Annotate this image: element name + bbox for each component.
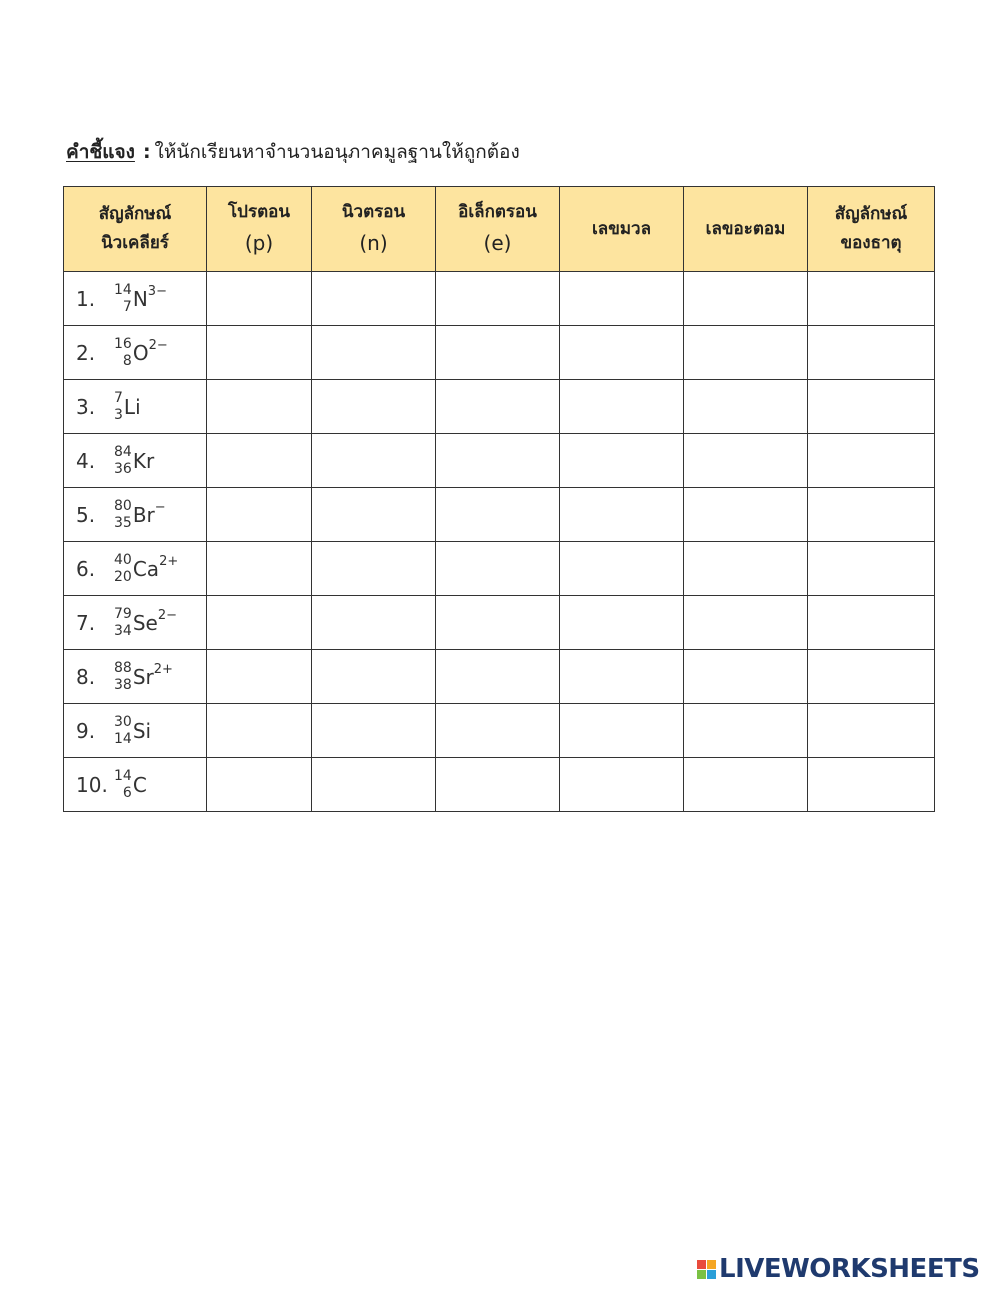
answer-cell[interactable] [312, 380, 436, 434]
answer-cell[interactable] [436, 542, 560, 596]
isotope-notation [114, 444, 154, 478]
table-row [64, 326, 935, 380]
isotope-numbers [114, 390, 123, 424]
mass-number: 16 [114, 335, 132, 352]
atomic-number: 6 [122, 784, 132, 801]
header-cell [560, 187, 684, 272]
mass-number: 84 [114, 443, 132, 460]
element-symbol: Se [132, 610, 158, 635]
answer-cell[interactable] [312, 596, 436, 650]
element-symbol: Sr [132, 664, 154, 689]
atomic-number: 8 [122, 352, 132, 369]
ion-charge: 2+ [159, 553, 179, 569]
row-number: 4. [76, 448, 96, 473]
answer-cell[interactable] [560, 488, 684, 542]
element-symbol: O [132, 340, 149, 365]
mass-number: 14 [114, 281, 132, 298]
answer-cell[interactable] [312, 758, 436, 812]
header-cell [312, 187, 436, 272]
answer-cell[interactable] [312, 434, 436, 488]
row-number: 1. [76, 286, 96, 311]
answer-cell[interactable] [684, 326, 808, 380]
logo-square [697, 1260, 706, 1269]
header-line1: โปรตอน [228, 201, 290, 222]
isotope-numbers [114, 768, 132, 802]
answer-cell[interactable] [560, 326, 684, 380]
answer-cell[interactable] [684, 704, 808, 758]
nuclear-symbol-cell [64, 758, 207, 812]
answer-cell[interactable] [312, 542, 436, 596]
ion-charge: 3− [147, 283, 167, 299]
answer-cell[interactable] [560, 650, 684, 704]
header-cell [808, 187, 935, 272]
instruction-label: คำชี้แจง [66, 141, 135, 163]
logo-square [697, 1270, 706, 1279]
nuclear-symbol [64, 542, 206, 595]
answer-cell[interactable] [207, 272, 312, 326]
logo-squares-icon [697, 1260, 716, 1279]
element-symbol: C [132, 772, 147, 797]
header-line2: (p) [244, 231, 274, 256]
answer-cell[interactable] [560, 434, 684, 488]
mass-number: 79 [114, 605, 132, 622]
row-number: 5. [76, 502, 96, 527]
mass-number: 80 [114, 497, 132, 514]
atomic-number: 36 [114, 460, 132, 477]
table-row [64, 488, 935, 542]
answer-cell[interactable] [312, 704, 436, 758]
worksheet-table [63, 186, 935, 812]
isotope-numbers [114, 552, 132, 586]
ion-charge: − [154, 499, 166, 515]
element-symbol: N [132, 286, 148, 311]
row-number: 3. [76, 394, 96, 419]
answer-cell[interactable] [207, 596, 312, 650]
element-symbol: Br [132, 502, 155, 527]
logo-square [707, 1260, 716, 1269]
isotope-notation [114, 336, 168, 370]
mass-number: 30 [114, 713, 132, 730]
header-line1: นิวตรอน [341, 201, 406, 222]
isotope-numbers [114, 336, 132, 370]
isotope-notation [114, 552, 178, 586]
answer-cell[interactable] [808, 488, 935, 542]
mass-number: 88 [114, 659, 132, 676]
answer-cell[interactable] [207, 488, 312, 542]
answer-cell[interactable] [684, 380, 808, 434]
answer-cell[interactable] [808, 704, 935, 758]
nuclear-symbol [64, 434, 206, 487]
mass-number: 40 [114, 551, 132, 568]
isotope-numbers [114, 660, 132, 694]
row-number: 10. [76, 772, 108, 797]
isotope-notation [114, 768, 147, 802]
answer-cell[interactable] [684, 272, 808, 326]
table-row [64, 542, 935, 596]
answer-cell[interactable] [560, 596, 684, 650]
nuclear-symbol-cell [64, 380, 207, 434]
table-row [64, 380, 935, 434]
atomic-number: 7 [122, 298, 132, 315]
answer-cell[interactable] [436, 488, 560, 542]
answer-cell[interactable] [312, 488, 436, 542]
nuclear-symbol [64, 326, 206, 379]
header-line2: นิวเคลียร์ [101, 233, 169, 253]
nuclear-symbol [64, 758, 206, 811]
atomic-number: 14 [114, 730, 132, 747]
isotope-numbers [114, 444, 132, 478]
isotope-numbers [114, 606, 132, 640]
row-number: 9. [76, 718, 96, 743]
instruction-colon: : [142, 141, 151, 163]
nuclear-symbol-cell [64, 272, 207, 326]
table-row [64, 272, 935, 326]
answer-cell[interactable] [560, 758, 684, 812]
nuclear-symbol [64, 488, 206, 541]
nuclear-symbol [64, 272, 206, 325]
answer-cell[interactable] [808, 596, 935, 650]
answer-cell[interactable] [808, 758, 935, 812]
header-row [64, 187, 935, 272]
nuclear-symbol-cell [64, 488, 207, 542]
answer-cell[interactable] [207, 434, 312, 488]
answer-cell[interactable] [436, 434, 560, 488]
answer-cell[interactable] [436, 380, 560, 434]
element-symbol: Ca [132, 556, 160, 581]
header-line1: อิเล็กตรอน [458, 201, 537, 222]
nuclear-symbol [64, 650, 206, 703]
mass-number: 7 [114, 389, 123, 406]
header-cell [207, 187, 312, 272]
answer-cell[interactable] [436, 272, 560, 326]
header-line1: สัญลักษณ์ [98, 204, 172, 225]
answer-cell[interactable] [808, 650, 935, 704]
answer-cell[interactable] [808, 272, 935, 326]
answer-cell[interactable] [684, 434, 808, 488]
answer-cell[interactable] [808, 542, 935, 596]
table-body [64, 272, 935, 812]
header-line1: เลขมวล [591, 218, 652, 239]
isotope-numbers [114, 498, 132, 532]
nuclear-symbol [64, 704, 206, 757]
table-row [64, 434, 935, 488]
answer-cell[interactable] [312, 326, 436, 380]
answer-cell[interactable] [684, 596, 808, 650]
nuclear-symbol-cell [64, 704, 207, 758]
answer-cell[interactable] [684, 542, 808, 596]
isotope-numbers [114, 714, 132, 748]
header-line1: เลขอะตอม [705, 218, 786, 239]
answer-cell[interactable] [207, 704, 312, 758]
row-number: 6. [76, 556, 96, 581]
table-row [64, 596, 935, 650]
row-number: 7. [76, 610, 96, 635]
answer-cell[interactable] [207, 650, 312, 704]
row-number: 8. [76, 664, 96, 689]
atomic-number: 34 [114, 622, 132, 639]
logo-text: LIVEWORKSHEETS [719, 1254, 980, 1284]
nuclear-symbol-cell [64, 650, 207, 704]
atomic-number: 20 [114, 568, 132, 585]
element-symbol: Si [132, 718, 152, 743]
ion-charge: 2− [157, 607, 177, 623]
isotope-numbers [114, 282, 132, 316]
answer-cell[interactable] [436, 326, 560, 380]
answer-cell[interactable] [560, 272, 684, 326]
nuclear-symbol [64, 596, 206, 649]
table-row [64, 758, 935, 812]
answer-cell[interactable] [207, 380, 312, 434]
isotope-notation [114, 498, 166, 532]
answer-cell[interactable] [312, 272, 436, 326]
element-symbol: Kr [132, 448, 155, 473]
instruction-text: ให้นักเรียนหาจำนวนอนุภาคมูลฐานให้ถูกต้อง [154, 141, 520, 163]
answer-cell[interactable] [207, 326, 312, 380]
table-row [64, 704, 935, 758]
header-line1: สัญลักษณ์ [834, 204, 908, 225]
header-cell [684, 187, 808, 272]
liveworksheets-logo [697, 1254, 980, 1284]
instruction [66, 137, 520, 167]
header-line2: (n) [359, 231, 388, 256]
answer-cell[interactable] [436, 596, 560, 650]
answer-cell[interactable] [808, 380, 935, 434]
isotope-notation [114, 714, 151, 748]
answer-cell[interactable] [684, 650, 808, 704]
ion-charge: 2+ [153, 661, 173, 677]
answer-cell[interactable] [808, 434, 935, 488]
header-cell [64, 187, 207, 272]
header-line2: ของธาตุ [840, 233, 902, 253]
atomic-number: 3 [114, 406, 123, 423]
row-number: 2. [76, 340, 96, 365]
logo-square [707, 1270, 716, 1279]
answer-cell[interactable] [436, 704, 560, 758]
isotope-notation [114, 606, 177, 640]
nuclear-symbol-cell [64, 326, 207, 380]
answer-cell[interactable] [560, 380, 684, 434]
table-row [64, 650, 935, 704]
answer-cell[interactable] [207, 542, 312, 596]
header-line2: (e) [483, 231, 512, 256]
ion-charge: 2− [148, 337, 168, 353]
nuclear-symbol-cell [64, 434, 207, 488]
element-symbol: Li [123, 394, 141, 419]
atomic-number: 35 [114, 514, 132, 531]
answer-cell[interactable] [684, 488, 808, 542]
header-cell [436, 187, 560, 272]
mass-number: 14 [114, 767, 132, 784]
answer-cell[interactable] [808, 326, 935, 380]
answer-cell[interactable] [312, 650, 436, 704]
answer-cell[interactable] [560, 542, 684, 596]
answer-cell[interactable] [436, 758, 560, 812]
atomic-number: 38 [114, 676, 132, 693]
nuclear-symbol-cell [64, 542, 207, 596]
answer-cell[interactable] [436, 650, 560, 704]
isotope-notation [114, 390, 141, 424]
answer-cell[interactable] [207, 758, 312, 812]
answer-cell[interactable] [560, 704, 684, 758]
isotope-notation [114, 660, 173, 694]
isotope-notation [114, 282, 167, 316]
nuclear-symbol-cell [64, 596, 207, 650]
nuclear-symbol [64, 380, 206, 433]
answer-cell[interactable] [684, 758, 808, 812]
